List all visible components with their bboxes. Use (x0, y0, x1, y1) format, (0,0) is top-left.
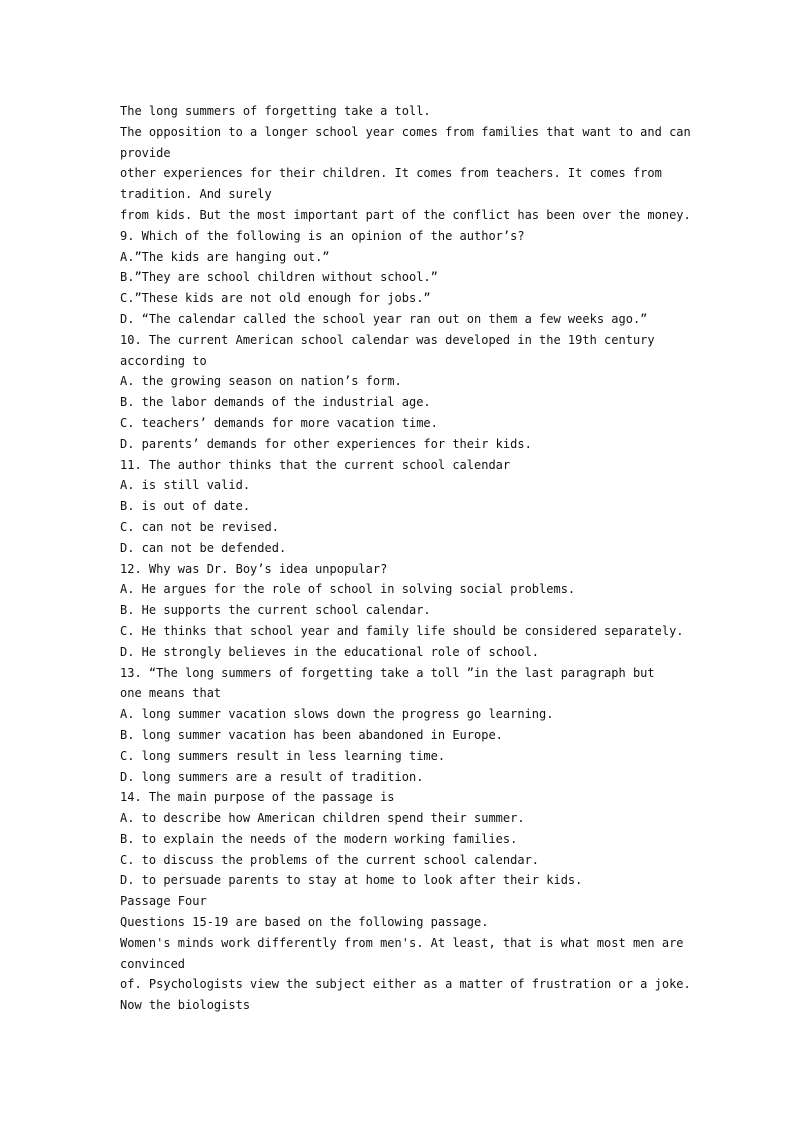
section-heading: Passage Four (120, 894, 207, 909)
text-line: according to (120, 353, 207, 368)
option-line: C.”These kids are not old enough for jobs.” (120, 291, 431, 306)
option-line: D. to persuade parents to stay at home to look after their kids. (120, 873, 583, 888)
option-line: D. long summers are a result of tradition. (120, 769, 424, 784)
option-line: A. long summer vacation slows down the progress go learning. (120, 707, 554, 722)
option-line: C. teachers’ demands for more vacation time. (120, 415, 438, 430)
question-9: 9. Which of the following is an opinion of the author’s? (120, 228, 525, 243)
option-line: B. is out of date. (120, 499, 251, 514)
option-line: D. parents’ demands for other experiences for their kids. (120, 436, 532, 451)
option-line: B. He supports the current school calendar. (120, 603, 431, 618)
option-line: B. to explain the needs of the modern working families. (120, 831, 518, 846)
text-line: The long summers of forgetting take a toll. (120, 104, 431, 118)
text-line: Now the biologists (120, 998, 251, 1013)
option-line: A. to describe how American children spend their summer. (120, 811, 525, 826)
text-line: provide (120, 145, 171, 160)
option-line: D. can not be defended. (120, 540, 287, 555)
option-line: B. the labor demands of the industrial age. (120, 395, 431, 410)
text-line: other experiences for their children. It comes from teachers. It comes from (120, 166, 662, 181)
question-11: 11. The author thinks that the current school calendar (120, 457, 511, 472)
text-line: Women's minds work differently from men's. At least, that is what most men are (120, 935, 684, 950)
option-line: C. long summers result in less learning time. (120, 748, 446, 763)
option-line: A. the growing season on nation’s form. (120, 374, 402, 389)
text-line: convinced (120, 956, 186, 971)
question-10: 10. The current American school calendar was developed in the 19th century (120, 332, 655, 347)
text-line: of. Psychologists view the subject either as a matter of frustration or a joke. (120, 977, 691, 992)
option-line: D. “The calendar called the school year ran out on them a few weeks ago.” (120, 311, 648, 326)
option-line: A. is still valid. (120, 478, 251, 493)
document-body (120, 101, 690, 1016)
text-line: tradition. And surely (120, 187, 272, 202)
text-line: one means that (120, 686, 222, 701)
option-line: C. to discuss the problems of the current school calendar. (120, 852, 540, 867)
option-line: A. He argues for the role of school in solving social problems. (120, 582, 576, 597)
option-line: B.”They are school children without school.” (120, 270, 438, 285)
text-line: The opposition to a longer school year comes from families that want to and can (120, 124, 691, 139)
option-line: A.”The kids are hanging out.” (120, 249, 330, 264)
option-line: C. can not be revised. (120, 519, 279, 534)
text-line: Questions 15-19 are based on the following passage. (120, 915, 489, 930)
question-12: 12. Why was Dr. Boy’s idea unpopular? (120, 561, 388, 576)
question-13: 13. “The long summers of forgetting take a toll ”in the last paragraph but (120, 665, 655, 680)
option-line: C. He thinks that school year and family life should be considered separately. (120, 623, 684, 638)
question-14: 14. The main purpose of the passage is (120, 790, 395, 805)
option-line: B. long summer vacation has been abandoned in Europe. (120, 727, 503, 742)
option-line: D. He strongly believes in the educational role of school. (120, 644, 540, 659)
text-line: from kids. But the most important part of the conflict has been over the money. (120, 207, 691, 222)
